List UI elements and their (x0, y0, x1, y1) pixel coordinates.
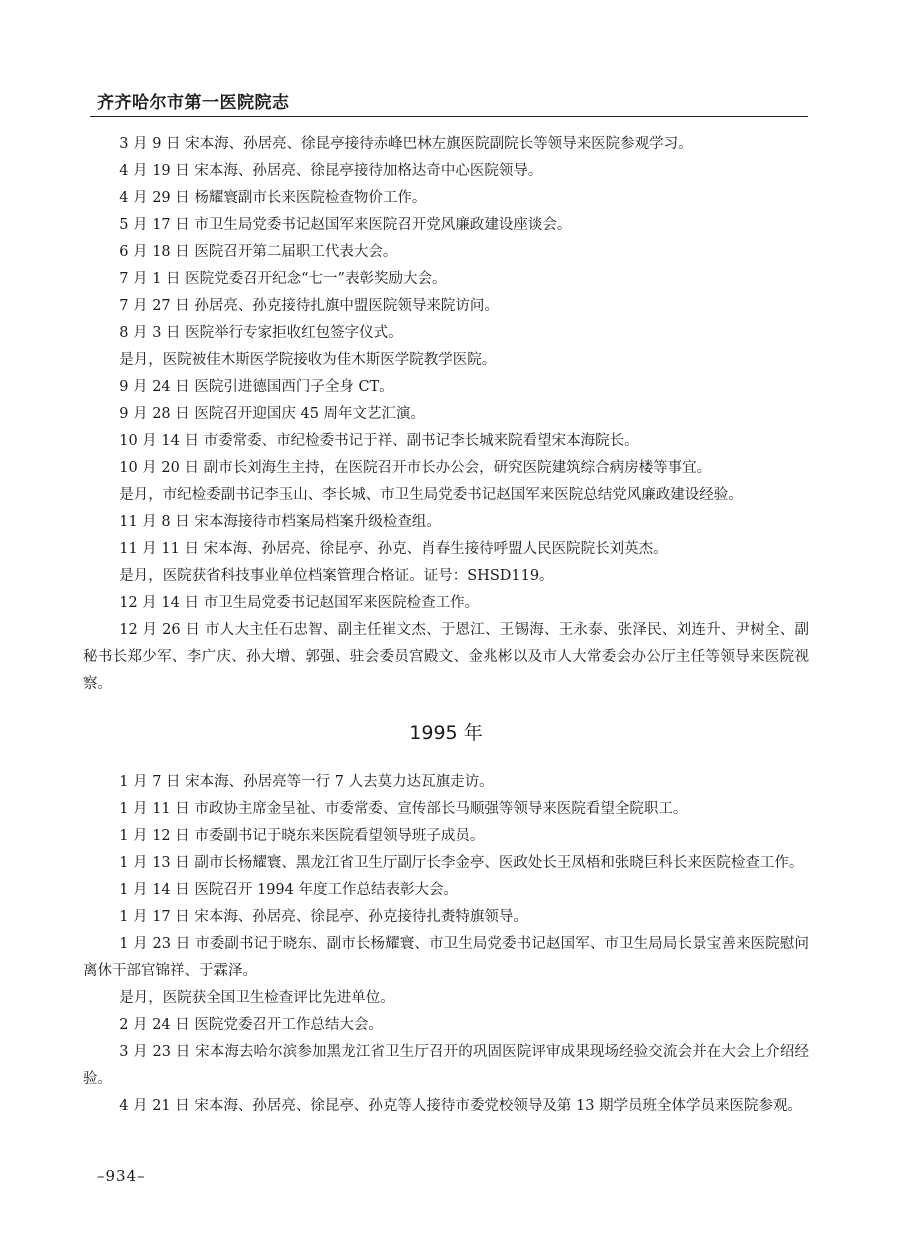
chronicle-entry: 12 月 14 日 市卫生局党委书记赵国军来医院检查工作。 (119, 595, 480, 611)
chronicle-entry: 1 月 14 日 医院召开 1994 年度工作总结表彰大会。 (119, 882, 458, 898)
chronicle-entry: 是月，医院获全国卫生检查评比先进单位。 (119, 990, 395, 1006)
chronicle-entry: 7 月 1 日 医院党委召开纪念“七一”表彰奖励大会。 (119, 271, 447, 287)
chronicle-entry: 4 月 29 日 杨耀寰副市长来医院检查物价工作。 (119, 190, 427, 206)
header-divider (90, 116, 808, 117)
chronicle-entry: 4 月 19 日 宋本海、孙居亮、徐昆亭接待加格达奇中心医院领导。 (119, 163, 543, 179)
chronicle-entry: 1 月 12 日 市委副书记于晓东来医院看望领导班子成员。 (119, 828, 485, 844)
chronicle-entry: 2 月 24 日 医院党委召开工作总结大会。 (119, 1017, 383, 1033)
chronicle-entry: 10 月 20 日 副市长刘海生主持，在医院召开市长办公会，研究医院建筑综合病房楼等事宜。 (119, 460, 712, 476)
chronicle-entry: 8 月 3 日 医院举行专家拒收红包签字仪式。 (119, 325, 403, 341)
chronicle-entry: 10 月 14 日 市委常委、市纪检委书记于祥、副书记李长城来院看望宋本海院长。 (119, 433, 639, 449)
chronicle-entry: 7 月 27 日 孙居亮、孙克接待扎旗中盟医院领导来院访问。 (119, 298, 499, 314)
chronicle-entry: 9 月 24 日 医院引进德国西门子全身 CT。 (119, 379, 394, 395)
chronicle-entry: 4 月 21 日 宋本海、孙居亮、徐昆亭、孙克等人接待市委党校领导及第 13 期学员班全体学员来医院参观。 (119, 1098, 803, 1114)
chronicle-entry: 11 月 8 日 宋本海接待市档案局档案升级检查组。 (119, 514, 441, 530)
entries-1995 (83, 769, 809, 1120)
chronicle-entry: 6 月 18 日 医院召开第二届职工代表大会。 (119, 244, 398, 260)
chronicle-entry: 3 月 9 日 宋本海、孙居亮、徐昆亭接待赤峰巴林左旗医院副院长等领导来医院参观学习。 (119, 136, 693, 152)
chronicle-entry: 11 月 11 日 宋本海、孙居亮、徐昆亭、孙克、肖春生接待呼盟人民医院院长刘英杰。 (119, 541, 668, 557)
chronicle-entry: 1 月 23 日 市委副书记于晓东、副市长杨耀寰、市卫生局党委书记赵国军、市卫生局局长景宝善来医院慰问离休干部官锦祥、于霖泽。 (83, 936, 809, 979)
chronicle-entry: 1 月 7 日 宋本海、孙居亮等一行 7 人去莫力达瓦旗走访。 (119, 774, 494, 790)
chronicle-entry: 5 月 17 日 市卫生局党委书记赵国军来医院召开党风廉政建设座谈会。 (119, 217, 572, 233)
page-body (83, 131, 809, 1120)
page-header-title: 齐齐哈尔市第一医院院志 (97, 93, 290, 113)
chronicle-entry: 1 月 13 日 副市长杨耀寰、黑龙江省卫生厅副厅长李金亭、医政处长王凤梧和张晓巨科长来医院检查工作。 (119, 855, 804, 871)
page-number: –934– (97, 1167, 146, 1185)
chronicle-entry: 1 月 11 日 市政协主席金呈祉、市委常委、宣传部长马顺强等领导来医院看望全院职工。 (119, 801, 688, 817)
entries-1994 (83, 131, 809, 698)
chronicle-entry: 1 月 17 日 宋本海、孙居亮、徐昆亭、孙克接待扎赉特旗领导。 (119, 909, 528, 925)
chronicle-entry: 是月，医院被佳木斯医学院接收为佳木斯医学院教学医院。 (119, 352, 497, 368)
chronicle-entry: 12 月 26 日 市人大主任石忠智、副主任崔文杰、于恩江、王锡海、王永泰、张泽民、刘连升、尹树全、副秘书长郑少军、李广庆、孙大增、郭强、驻会委员宫殿文、金兆彬以及市人大常委会办公厅主任等领导来医院视察。 (83, 622, 809, 692)
chronicle-entry: 是月，市纪检委副书记李玉山、李长城、市卫生局党委书记赵国军来医院总结党风廉政建设经验。 (119, 487, 743, 503)
chronicle-entry: 3 月 23 日 宋本海去哈尔滨参加黑龙江省卫生厅召开的巩固医院评审成果现场经验交流会并在大会上介绍经验。 (83, 1044, 809, 1087)
chronicle-entry: 9 月 28 日 医院召开迎国庆 45 周年文艺汇演。 (119, 406, 426, 422)
year-heading-1995: 1995 年 (409, 722, 483, 744)
chronicle-entry: 是月，医院获省科技事业单位档案管理合格证。证号：SHSD119。 (119, 568, 554, 584)
